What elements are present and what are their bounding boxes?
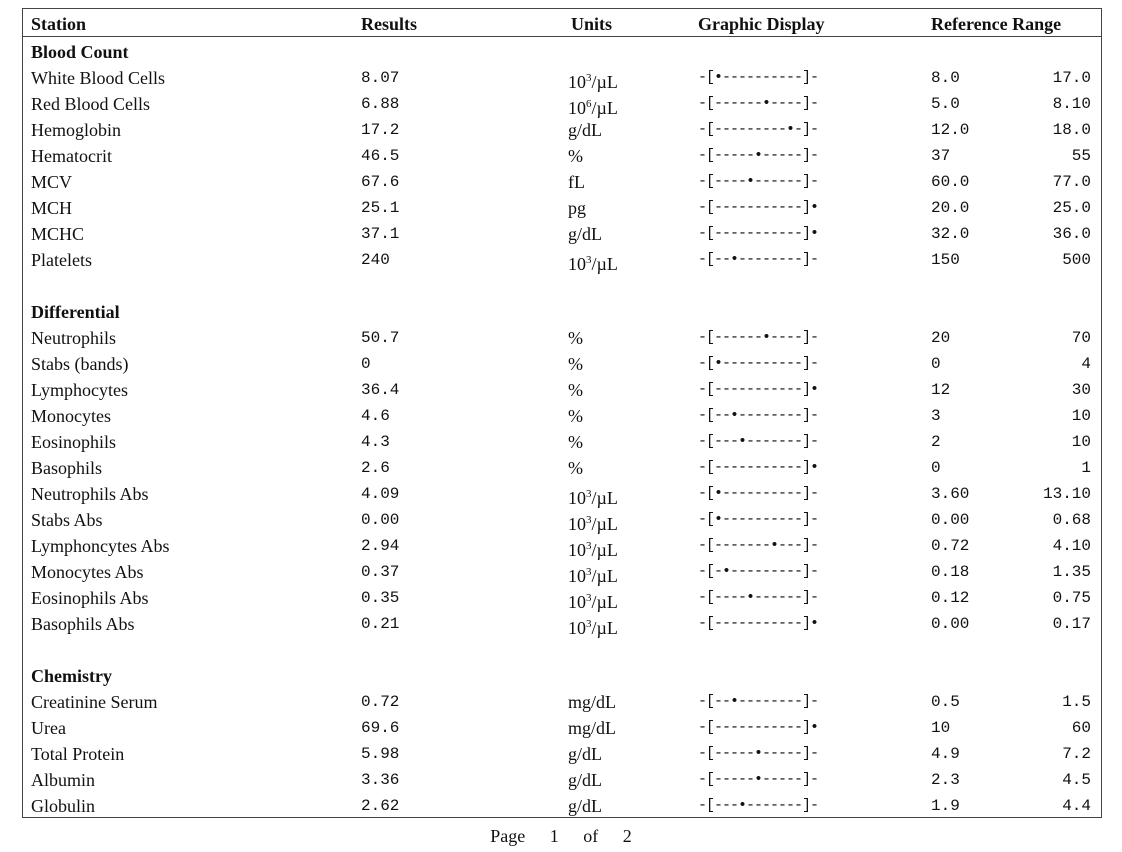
graphic-display: -[•----------]- [698,355,819,372]
unit-exponent: 3 [586,566,592,578]
test-result: 67.6 [361,173,400,191]
unit-suffix: /µL [591,514,618,534]
table-row [23,429,1101,455]
test-unit [568,221,602,247]
section-title: Chemistry [31,666,112,686]
test-result: 4.09 [361,485,400,503]
reference-high: 1.5 [1062,693,1091,711]
reference-low: 0.72 [931,537,970,555]
test-name: Globulin [31,796,96,816]
test-name: Basophils [31,458,103,478]
unit-exponent: 3 [586,592,592,604]
test-result: 0.21 [361,615,400,633]
table-row [23,247,1101,273]
column-header-station: Station [31,14,87,34]
reference-high: 10 [1071,407,1091,425]
reference-low: 0.5 [931,693,960,711]
unit-base: % [568,380,583,400]
test-result: 240 [361,251,390,269]
test-name: Platelets [31,250,92,270]
column-header-row [23,12,1101,37]
graphic-display: -[------•----]- [698,329,819,346]
unit-exponent: 3 [586,540,592,552]
reference-high: 60 [1071,719,1091,737]
table-row [23,689,1101,715]
table-row [23,767,1101,793]
test-name: Albumin [31,770,96,790]
test-unit [568,767,602,793]
test-unit [568,117,602,143]
test-name: Stabs (bands) [31,354,129,374]
test-result: 2.6 [361,459,390,477]
reference-low: 150 [931,251,960,269]
test-name: Basophils Abs [31,614,135,634]
reference-low: 2.3 [931,771,960,789]
reference-low: 0.00 [931,511,970,529]
table-row [23,351,1101,377]
reference-low: 12 [931,381,951,399]
reference-high: 4 [1081,355,1091,373]
graphic-display: -[-----------]• [698,225,819,242]
test-result: 0.35 [361,589,400,607]
graphic-display: -[-----•-----]- [698,771,819,788]
page-footer [0,826,1122,847]
unit-base: mg/dL [568,692,616,712]
reference-high: 55 [1071,147,1091,165]
test-name: MCH [31,198,73,218]
graphic-display: -[-•---------]- [698,563,819,580]
table-row [23,741,1101,767]
test-name: Hemoglobin [31,120,121,140]
unit-base: mg/dL [568,718,616,738]
table-row [23,793,1101,819]
table-row [23,481,1101,507]
unit-exponent: 3 [586,72,592,84]
reference-high: 500 [1062,251,1091,269]
reference-high: 17.0 [1052,69,1091,87]
reference-high: 30 [1071,381,1091,399]
reference-low: 32.0 [931,225,970,243]
test-name: Neutrophils Abs [31,484,149,504]
unit-base: % [568,406,583,426]
table-row [23,611,1101,637]
test-result: 50.7 [361,329,400,347]
graphic-display: -[---•-------]- [698,433,819,450]
test-name: White Blood Cells [31,68,165,88]
reference-low: 37 [931,147,951,165]
test-name: Stabs Abs [31,510,103,530]
graphic-display: -[-----•-----]- [698,147,819,164]
reference-high: 0.68 [1052,511,1091,529]
graphic-display: -[--•--------]- [698,251,819,268]
test-unit [568,793,602,819]
table-row [23,169,1101,195]
table-row [23,585,1101,611]
reference-high: 4.4 [1062,797,1091,815]
test-name: Urea [31,718,66,738]
unit-base: g/dL [568,744,602,764]
test-result: 2.94 [361,537,400,555]
unit-base: 10 [568,254,586,274]
reference-high: 18.0 [1052,121,1091,139]
column-header-units: Units [571,14,613,34]
unit-base: pg [568,198,586,218]
unit-base: 10 [568,540,586,560]
reference-low: 60.0 [931,173,970,191]
test-name: Red Blood Cells [31,94,151,114]
unit-base: g/dL [568,120,602,140]
table-row [23,533,1101,559]
reference-high: 0.75 [1052,589,1091,607]
of-label: of [583,826,599,846]
graphic-display: -[--•--------]- [698,693,819,710]
graphic-display: -[-----------]• [698,459,819,476]
test-unit [568,351,583,377]
test-name: MCV [31,172,73,192]
test-result: 0 [361,355,371,373]
lab-results-sheet [22,8,1102,818]
reference-high: 1.35 [1052,563,1091,581]
unit-base: % [568,458,583,478]
reference-high: 13.10 [1042,485,1091,503]
test-name: Eosinophils Abs [31,588,149,608]
reference-high: 4.5 [1062,771,1091,789]
graphic-display: -[•----------]- [698,69,819,86]
test-result: 17.2 [361,121,400,139]
section-title: Differential [31,302,120,322]
page-total: 2 [622,826,632,846]
graphic-display: -[-------•---]- [698,537,819,554]
test-result: 0.72 [361,693,400,711]
test-unit [568,377,583,403]
page-current: 1 [549,826,559,846]
test-unit [568,455,583,481]
reference-low: 0.18 [931,563,970,581]
unit-exponent: 3 [586,488,592,500]
test-unit [568,689,616,715]
unit-suffix: /µL [591,540,618,560]
graphic-display: -[-----------]• [698,719,819,736]
unit-exponent: 3 [586,254,592,266]
unit-suffix: /µL [591,72,618,92]
page-label: Page [490,826,526,846]
graphic-display: -[•----------]- [698,485,819,502]
unit-base: 10 [568,618,586,638]
reference-low: 0.00 [931,615,970,633]
table-row [23,403,1101,429]
test-unit [568,715,616,741]
test-result: 8.07 [361,69,400,87]
unit-suffix: /µL [591,592,618,612]
test-unit [568,247,618,277]
reference-low: 5.0 [931,95,960,113]
test-result: 4.3 [361,433,390,451]
graphic-display: -[------•----]- [698,95,819,112]
unit-base: 10 [568,488,586,508]
graphic-display: -[-----------]• [698,381,819,398]
reference-low: 10 [931,719,951,737]
unit-base: 10 [568,566,586,586]
table-row [23,117,1101,143]
unit-base: % [568,146,583,166]
reference-low: 0 [931,459,941,477]
reference-high: 36.0 [1052,225,1091,243]
unit-exponent: 6 [586,98,592,110]
reference-high: 0.17 [1052,615,1091,633]
test-unit [568,611,618,641]
column-header-graphic: Graphic Display [698,14,825,34]
reference-high: 7.2 [1062,745,1091,763]
table-row [23,65,1101,91]
reference-high: 77.0 [1052,173,1091,191]
reference-low: 0 [931,355,941,373]
test-name: Lymphocytes [31,380,128,400]
test-result: 36.4 [361,381,400,399]
unit-suffix: /µL [591,618,618,638]
unit-exponent: 3 [586,514,592,526]
graphic-display: -[•----------]- [698,511,819,528]
unit-base: % [568,328,583,348]
test-name: Monocytes Abs [31,562,144,582]
reference-high: 4.10 [1052,537,1091,555]
reference-low: 20 [931,329,951,347]
table-row [23,715,1101,741]
column-header-reference: Reference Range [931,14,1062,34]
test-result: 0.37 [361,563,400,581]
unit-base: g/dL [568,770,602,790]
test-name: Eosinophils [31,432,117,452]
test-result: 25.1 [361,199,400,217]
test-unit [568,403,583,429]
reference-low: 0.12 [931,589,970,607]
unit-base: % [568,354,583,374]
column-header-results: Results [361,14,418,34]
test-name: Monocytes [31,406,111,426]
test-result: 6.88 [361,95,400,113]
reference-low: 3.60 [931,485,970,503]
unit-suffix: /µL [591,254,618,274]
table-row [23,455,1101,481]
test-result: 0.00 [361,511,400,529]
reference-low: 8.0 [931,69,960,87]
unit-exponent: 3 [586,618,592,630]
test-name: MCHC [31,224,85,244]
reference-high: 8.10 [1052,95,1091,113]
test-result: 37.1 [361,225,400,243]
unit-suffix: /µL [591,566,618,586]
reference-low: 1.9 [931,797,960,815]
graphic-display: -[----•------]- [698,173,819,190]
graphic-display: -[---------•-]- [698,121,819,138]
reference-high: 1 [1081,459,1091,477]
graphic-display: -[----•------]- [698,589,819,606]
test-unit [568,429,583,455]
test-name: Lymphoncytes Abs [31,536,170,556]
unit-base: g/dL [568,796,602,816]
unit-base: 10 [568,72,586,92]
test-result: 46.5 [361,147,400,165]
unit-suffix: /µL [591,488,618,508]
table-row [23,325,1101,351]
test-result: 69.6 [361,719,400,737]
test-name: Hematocrit [31,146,112,166]
reference-low: 12.0 [931,121,970,139]
table-row [23,195,1101,221]
reference-low: 2 [931,433,941,451]
test-unit [568,741,602,767]
unit-base: 10 [568,514,586,534]
unit-base: 10 [568,98,586,118]
test-unit [568,143,583,169]
test-name: Neutrophils [31,328,116,348]
test-result: 2.62 [361,797,400,815]
test-result: 5.98 [361,745,400,763]
reference-high: 10 [1071,433,1091,451]
section-title: Blood Count [31,42,129,62]
graphic-display: -[---•-------]- [698,797,819,814]
test-result: 3.36 [361,771,400,789]
unit-base: g/dL [568,224,602,244]
reference-low: 4.9 [931,745,960,763]
graphic-display: -[-----------]• [698,199,819,216]
test-name: Total Protein [31,744,125,764]
table-row [23,559,1101,585]
test-unit [568,325,583,351]
test-result: 4.6 [361,407,390,425]
unit-base: 10 [568,592,586,612]
table-row [23,377,1101,403]
graphic-display: -[-----•-----]- [698,745,819,762]
graphic-display: -[-----------]• [698,615,819,632]
table-row [23,143,1101,169]
test-unit [568,169,585,195]
reference-high: 25.0 [1052,199,1091,217]
reference-low: 20.0 [931,199,970,217]
table-row [23,507,1101,533]
reference-high: 70 [1071,329,1091,347]
unit-base: fL [568,172,585,192]
unit-base: % [568,432,583,452]
test-unit [568,195,586,221]
table-row [23,91,1101,117]
graphic-display: -[--•--------]- [698,407,819,424]
test-name: Creatinine Serum [31,692,158,712]
unit-suffix: /µL [591,98,618,118]
reference-low: 3 [931,407,941,425]
table-row [23,221,1101,247]
